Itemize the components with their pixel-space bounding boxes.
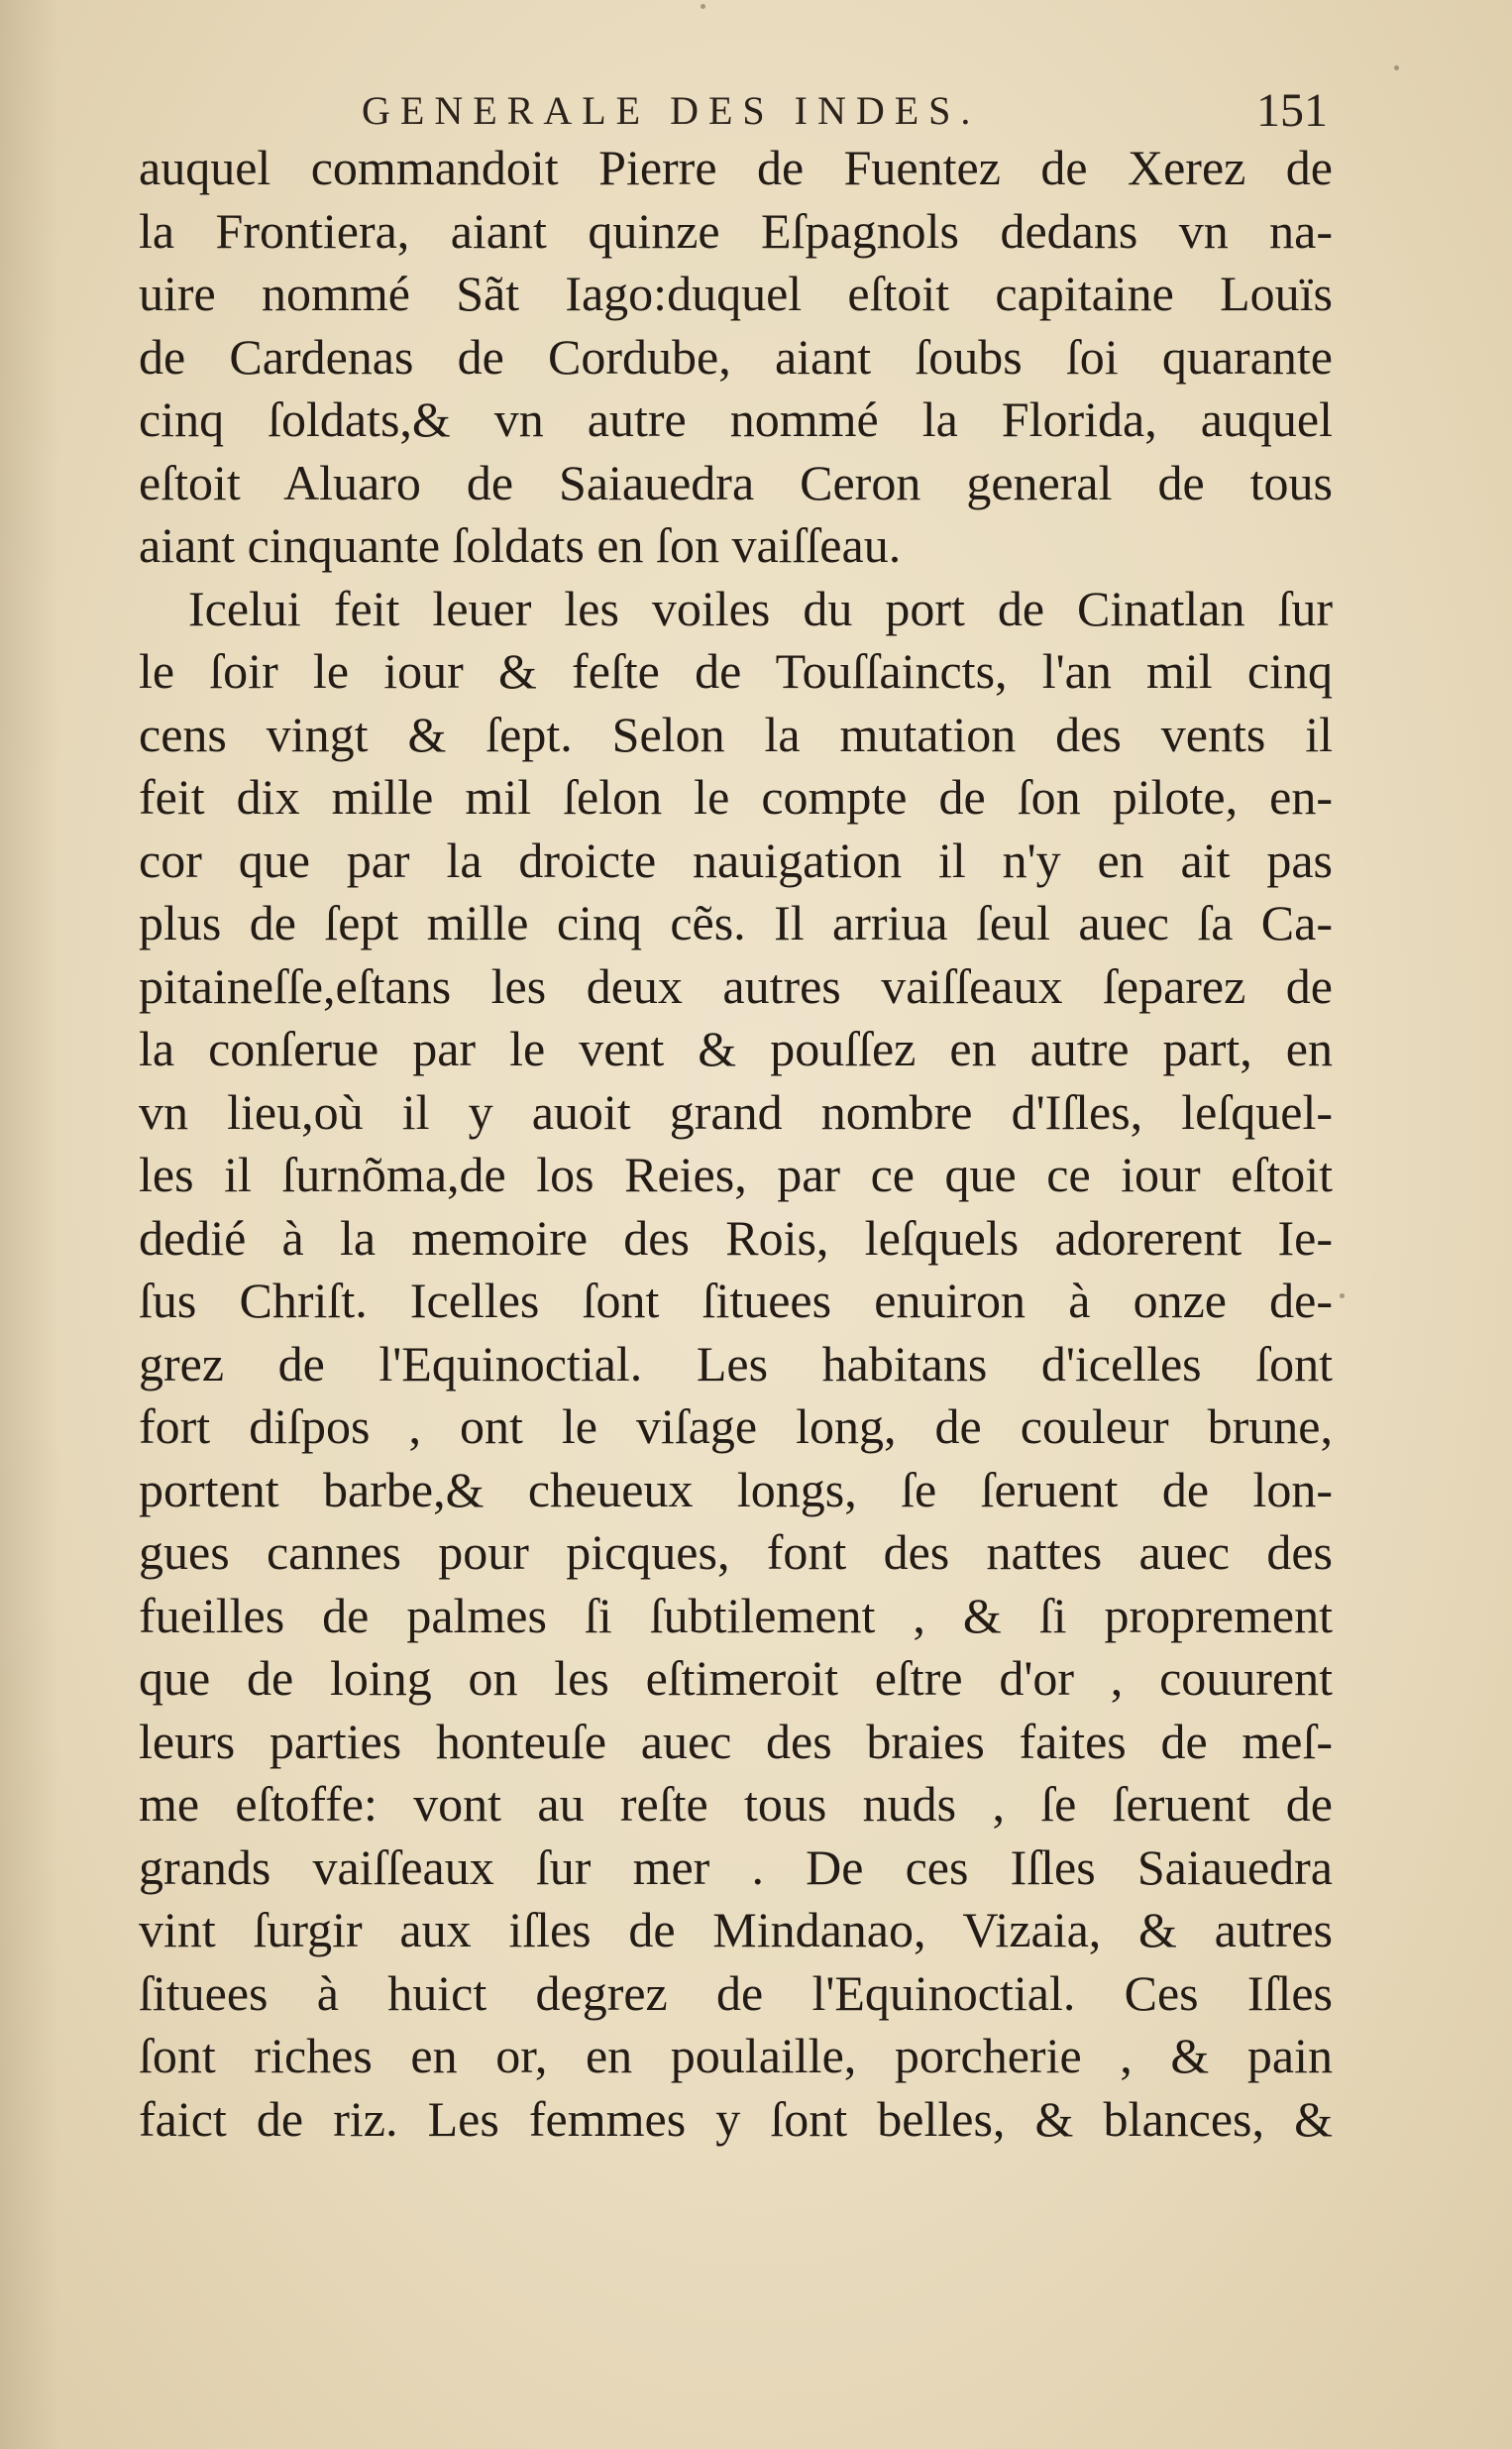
text-line: fueilles de palmes ſi ſubtilement , & ſi proprement xyxy=(139,1587,1333,1643)
text-line: cor que par la droicte nauigation il n'y en ait pas xyxy=(139,832,1333,888)
text-line: les il ſurnõma,de los Reies, par ce que ce iour eſtoit xyxy=(139,1147,1333,1202)
text-line: pitaineſſe,eſtans les deux autres vaiſſeaux ſeparez de xyxy=(139,957,1333,1014)
text-line: la Frontiera, aiant quinze Eſpagnols dedans vn na- xyxy=(139,202,1333,259)
text-line: vint ſurgir aux iſles de Mindanao, Vizaia, & autres xyxy=(139,1902,1333,1957)
text-line: cinq ſoldats,& vn autre nommé la Florida, auquel xyxy=(139,391,1333,447)
running-head xyxy=(362,81,1328,141)
text-line: cens vingt & ſept. Selon la mutation des vents il xyxy=(139,706,1333,762)
text-line: la conſerue par le vent & pouſſez en autre part, en xyxy=(139,1021,1333,1076)
text-line: dedié à la memoire des Rois, leſquels adorerent Ie- xyxy=(139,1209,1333,1266)
text-line: grez de l'Equinoctial. Les habitans d'icelles ſont xyxy=(139,1335,1333,1391)
text-line: ſituees à huict degrez de l'Equinoctial. Ces Iſles xyxy=(139,1964,1333,2021)
text-line: me eſtoffe: vont au reſte tous nuds , ſe ſeruent de xyxy=(139,1776,1333,1832)
text-line: que de loing on les eſtimeroit eſtre d'or , couurent xyxy=(139,1650,1333,1706)
text-line: ſont riches en or, en poulaille, porcherie , & pain xyxy=(139,2028,1333,2083)
text-line: leurs parties honteuſe auec des braies faites de meſ- xyxy=(139,1713,1333,1769)
text-line: le ſoir le iour & feſte de Touſſaincts, l'an mil cinq xyxy=(139,643,1333,699)
text-line: plus de ſept mille cinq cẽs. Il arriua ſeul auec ſa Ca- xyxy=(139,895,1333,950)
ink-speck xyxy=(1394,65,1399,70)
text-line: grands vaiſſeaux ſur mer . De ces Iſles Saiauedra xyxy=(139,1838,1333,1895)
text-line: portent barbe,& cheueux longs, ſe ſeruent de lon- xyxy=(139,1461,1333,1517)
body-text xyxy=(139,137,1333,2151)
text-line: de Cardenas de Cordube, aiant ſoubs ſoi quarante xyxy=(139,328,1333,385)
text-line: Icelui feit leuer les voiles du port de Cinatlan ſur xyxy=(188,580,1333,636)
page-edge-shadow xyxy=(0,0,59,2449)
text-line: faict de riz. Les femmes y ſont belles, & blances, & xyxy=(139,2090,1333,2147)
ink-speck xyxy=(1340,1293,1345,1298)
text-line: aiant cinquante ſoldats en ſon vaiſſeau. xyxy=(139,517,902,573)
running-head-title: GENERALE DES INDES. xyxy=(362,88,981,133)
text-line: fort diſpos , ont le viſage long, de couleur brune, xyxy=(139,1398,1333,1454)
text-line: auquel commandoit Pierre de Fuentez de Xerez de xyxy=(139,140,1333,195)
ink-speck xyxy=(701,4,705,9)
text-line: feit dix mille mil ſelon le compte de ſon pilote, en- xyxy=(139,769,1333,825)
text-line: uire nommé Sãt Iago:duquel eſtoit capitaine Louïs xyxy=(139,266,1333,321)
text-line: gues cannes pour picques, font des nattes auec des xyxy=(139,1524,1333,1580)
page-number: 151 xyxy=(1256,84,1328,137)
text-line: ſus Chriſt. Icelles ſont ſituees enuiron à onze de- xyxy=(139,1273,1333,1328)
text-line: vn lieu,où il y auoit grand nombre d'Iſles, leſquel- xyxy=(139,1083,1333,1140)
text-line: eſtoit Aluaro de Saiauedra Ceron general de tous xyxy=(139,454,1333,510)
